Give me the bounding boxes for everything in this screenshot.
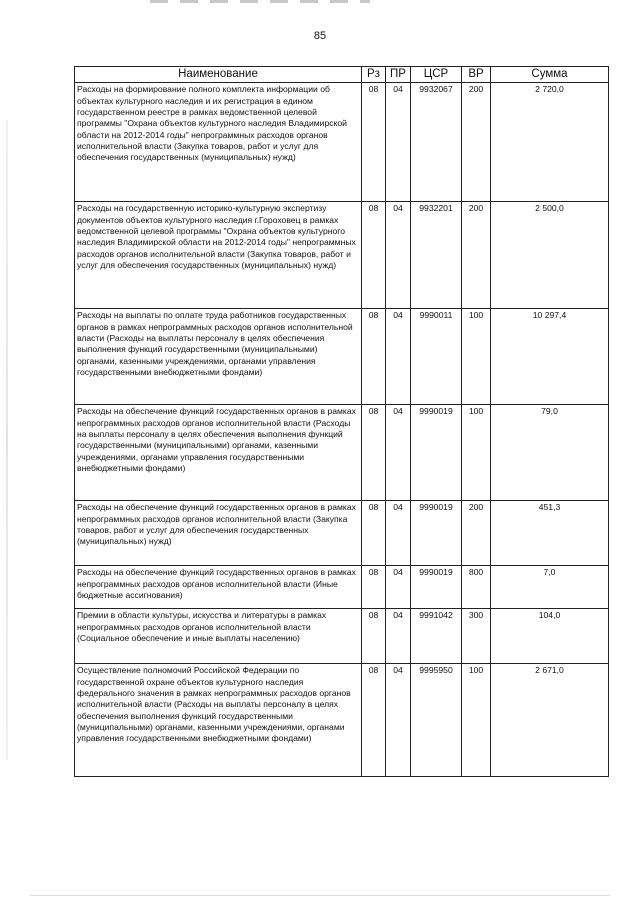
row-rz: 08 <box>362 83 386 202</box>
row-sum: 104,0 <box>491 609 609 664</box>
table-row <box>75 501 609 566</box>
row-name: Расходы на выплаты по оплате труда работников государственных органов в рамках непрограммных расходов органов исполнительной власти (Расходы на выплаты персоналу в целях обеспечения выполнения функций государственными (муниципальными) органами, казенными учреждениями, органами управления государственными внебюджетными фондами) <box>75 309 362 405</box>
header-rz: Рз <box>362 67 386 83</box>
row-csr: 9932201 <box>411 202 462 309</box>
row-rz: 08 <box>362 202 386 309</box>
scan-artifact-bottom <box>30 895 610 896</box>
row-csr: 9990011 <box>411 309 462 405</box>
row-csr: 9990019 <box>411 405 462 501</box>
row-pr: 04 <box>386 202 411 309</box>
row-rz: 08 <box>362 566 386 609</box>
table-header-row <box>75 67 609 83</box>
row-pr: 04 <box>386 609 411 664</box>
row-name: Осуществление полномочий Российской Федерации по государственной охране объектов культурного наследия федерального значения в рамках непрограммных расходов органов исполнительной власти (Расходы на выплаты персоналу в целях обеспечения выполнения функций государственными (муниципальными) органами, казенными учреждениями, органами управления государственными внебюджетными фондами) <box>75 664 362 777</box>
row-pr: 04 <box>386 405 411 501</box>
row-pr: 04 <box>386 501 411 566</box>
row-rz: 08 <box>362 405 386 501</box>
header-csr: ЦСР <box>411 67 462 83</box>
row-csr: 9990019 <box>411 501 462 566</box>
header-name: Наименование <box>75 67 362 83</box>
table-row <box>75 566 609 609</box>
row-vr: 800 <box>462 566 491 609</box>
row-name: Расходы на обеспечение функций государственных органов в рамках непрограммных расходов органов исполнительной власти (Иные бюджетные ассигнования) <box>75 566 362 609</box>
row-vr: 100 <box>462 405 491 501</box>
row-sum: 2 671,0 <box>491 664 609 777</box>
header-vr: ВР <box>462 67 491 83</box>
table-row <box>75 309 609 405</box>
row-pr: 04 <box>386 83 411 202</box>
page-number: 85 <box>313 30 327 42</box>
row-sum: 2 720,0 <box>491 83 609 202</box>
table-row <box>75 202 609 309</box>
row-pr: 04 <box>386 566 411 609</box>
row-vr: 200 <box>462 501 491 566</box>
row-rz: 08 <box>362 664 386 777</box>
row-name: Расходы на государственную историко-культурную экспертизу документов объектов культурного наследия г.Гороховец в рамках ведомственной целевой программы "Охрана объектов культурного наследия Владимирской области на 2012-2014 годы" непрограммных расходов органов исполнительной власти (Закупка товаров, работ и услуг для обеспечения государственных (муниципальных) нужд) <box>75 202 362 309</box>
row-vr: 100 <box>462 664 491 777</box>
row-rz: 08 <box>362 309 386 405</box>
row-name: Расходы на формирование полного комплекта информации об объектах культурного наследия и их регистрация в едином государственном реестре в рамках ведомственной целевой программы "Охрана объектов культурного наследия Владимирской области на 2012-2014 годы" непрограммных расходов органов исполнительной власти (Закупка товаров, работ и услуг для обеспечения государственных (муниципальных) нужд) <box>75 83 362 202</box>
row-sum: 451,3 <box>491 501 609 566</box>
table-row <box>75 609 609 664</box>
row-csr: 9932067 <box>411 83 462 202</box>
row-vr: 300 <box>462 609 491 664</box>
row-sum: 7,0 <box>491 566 609 609</box>
row-name: Расходы на обеспечение функций государственных органов в рамках непрограммных расходов органов исполнительной власти (Закупка товаров, работ и услуг для обеспечения государственных (муниципальных) нужд) <box>75 501 362 566</box>
scan-artifact-top <box>150 0 370 3</box>
row-pr: 04 <box>386 664 411 777</box>
row-sum: 79,0 <box>491 405 609 501</box>
row-name: Премии в области культуры, искусства и литературы в рамках непрограммных расходов органов исполнительной власти (Социальное обеспечение и иные выплаты населению) <box>75 609 362 664</box>
row-rz: 08 <box>362 501 386 566</box>
row-vr: 200 <box>462 83 491 202</box>
row-vr: 100 <box>462 309 491 405</box>
row-csr: 9991042 <box>411 609 462 664</box>
header-pr: ПР <box>386 67 411 83</box>
row-name: Расходы на обеспечение функций государственных органов в рамках непрограммных расходов органов исполнительной власти (Расходы на выплаты персоналу в целях обеспечения выполнения функций государственными (муниципальными) органами, казенными учреждениями, органами управления государственными внебюджетными фондами) <box>75 405 362 501</box>
row-sum: 2 500,0 <box>491 202 609 309</box>
budget-table <box>74 66 609 777</box>
row-rz: 08 <box>362 609 386 664</box>
row-csr: 9990019 <box>411 566 462 609</box>
table-row <box>75 405 609 501</box>
row-vr: 200 <box>462 202 491 309</box>
row-csr: 9995950 <box>411 664 462 777</box>
scan-artifact-left <box>6 120 8 760</box>
table-row <box>75 83 609 202</box>
row-pr: 04 <box>386 309 411 405</box>
row-sum: 10 297,4 <box>491 309 609 405</box>
header-sum: Сумма <box>491 67 609 83</box>
table-row <box>75 664 609 777</box>
